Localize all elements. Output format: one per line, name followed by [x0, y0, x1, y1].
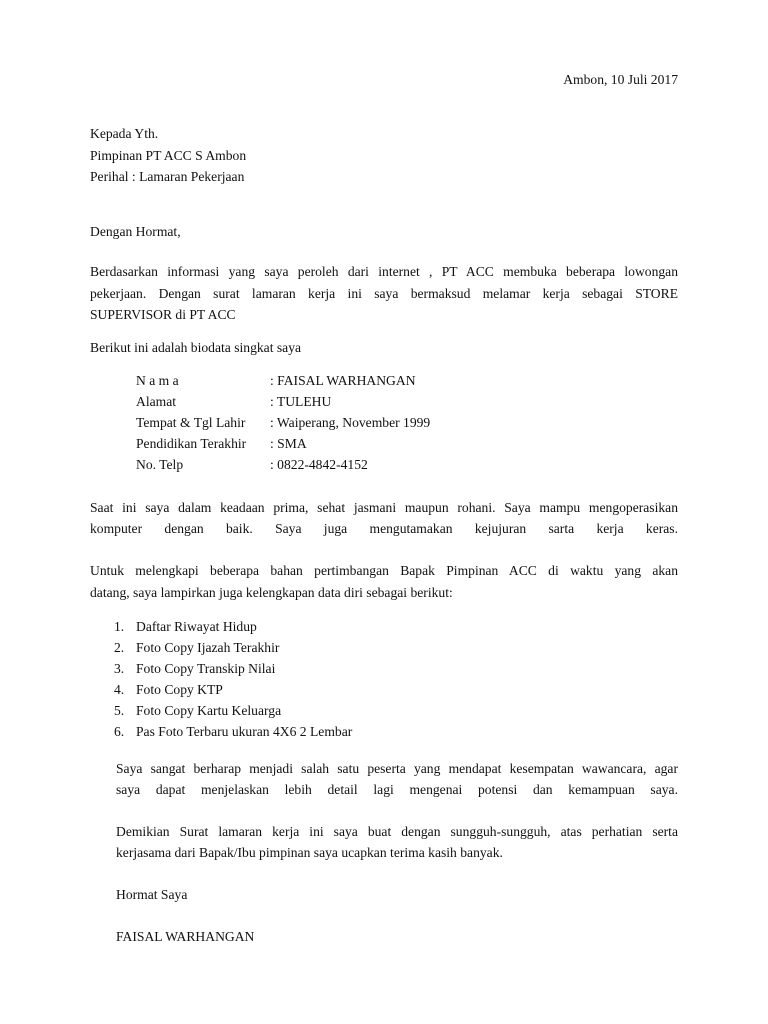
- biodata-label: No. Telp: [136, 457, 184, 472]
- list-item: Pas Foto Terbaru ukuran 4X6 2 Lembar: [136, 724, 353, 739]
- intro-paragraph-line: Berdasarkan informasi yang saya peroleh dari internet , PT ACC membuka beberapa lowongan: [90, 264, 678, 279]
- list-item: Foto Copy Transkip Nilai: [136, 661, 276, 676]
- list-item: Foto Copy Ijazah Terakhir: [136, 640, 280, 655]
- closing-paragraph-line: kerjasama dari Bapak/Ibu pimpinan saya ucapkan terima kasih banyak.: [116, 845, 503, 860]
- biodata-intro: Berikut ini adalah biodata singkat saya: [90, 340, 302, 355]
- biodata-value: : 0822-4842-4152: [270, 457, 368, 472]
- intro-paragraph-line: pekerjaan. Dengan surat lamaran kerja ini saya bermaksud melamar kerja sebagai STORE: [90, 286, 678, 301]
- condition-paragraph-line: Saat ini saya dalam keadaan prima, sehat jasmani maupun rohani. Saya mampu mengoperasikan: [90, 500, 678, 515]
- list-item-number: 3.: [114, 661, 125, 676]
- closing-paragraph-line: Demikian Surat lamaran kerja ini saya buat dengan sungguh-sungguh, atas perhatian serta: [116, 824, 678, 839]
- biodata-value: : TULEHU: [270, 394, 332, 409]
- signature-name: FAISAL WARHANGAN: [116, 929, 255, 944]
- greeting: Dengan Hormat,: [90, 224, 181, 239]
- biodata-label: Tempat & Tgl Lahir: [136, 415, 246, 430]
- list-item-number: 4.: [114, 682, 125, 697]
- list-item: Foto Copy KTP: [136, 682, 223, 697]
- list-item-number: 1.: [114, 619, 125, 634]
- place-date: Ambon, 10 Juli 2017: [563, 72, 678, 87]
- intro-paragraph-line: SUPERVISOR di PT ACC: [90, 307, 236, 322]
- attachment-intro-line: Untuk melengkapi beberapa bahan pertimbangan Bapak Pimpinan ACC di waktu yang akan: [90, 563, 678, 578]
- biodata-label: Alamat: [136, 394, 177, 409]
- list-item-number: 6.: [114, 724, 125, 739]
- condition-paragraph-line: komputer dengan baik. Saya juga mengutamakan kejujuran sarta kerja keras.: [90, 521, 678, 536]
- recipient-name: Pimpinan PT ACC S Ambon: [90, 148, 247, 163]
- biodata-value: : Waiperang, November 1999: [270, 415, 431, 430]
- biodata-label: Pendidikan Terakhir: [136, 436, 247, 451]
- biodata-value: : SMA: [270, 436, 307, 451]
- list-item-number: 5.: [114, 703, 125, 718]
- biodata-value: : FAISAL WARHANGAN: [270, 373, 416, 388]
- attachment-intro-line: datang, saya lampirkan juga kelengkapan data diri sebagai berikut:: [90, 585, 453, 600]
- regards: Hormat Saya: [116, 887, 188, 902]
- list-item-number: 2.: [114, 640, 125, 655]
- list-item: Daftar Riwayat Hidup: [136, 619, 257, 634]
- biodata-label: N a m a: [136, 373, 179, 388]
- subject-line: Perihal : Lamaran Pekerjaan: [90, 169, 245, 184]
- recipient-salutation: Kepada Yth.: [90, 126, 159, 141]
- hope-paragraph-line: Saya sangat berharap menjadi salah satu peserta yang mendapat kesempatan wawancara, agar: [116, 761, 678, 776]
- list-item: Foto Copy Kartu Keluarga: [136, 703, 282, 718]
- hope-paragraph-line: saya dapat menjelaskan lebih detail lagi mengenai potensi dan kemampuan saya.: [116, 782, 678, 797]
